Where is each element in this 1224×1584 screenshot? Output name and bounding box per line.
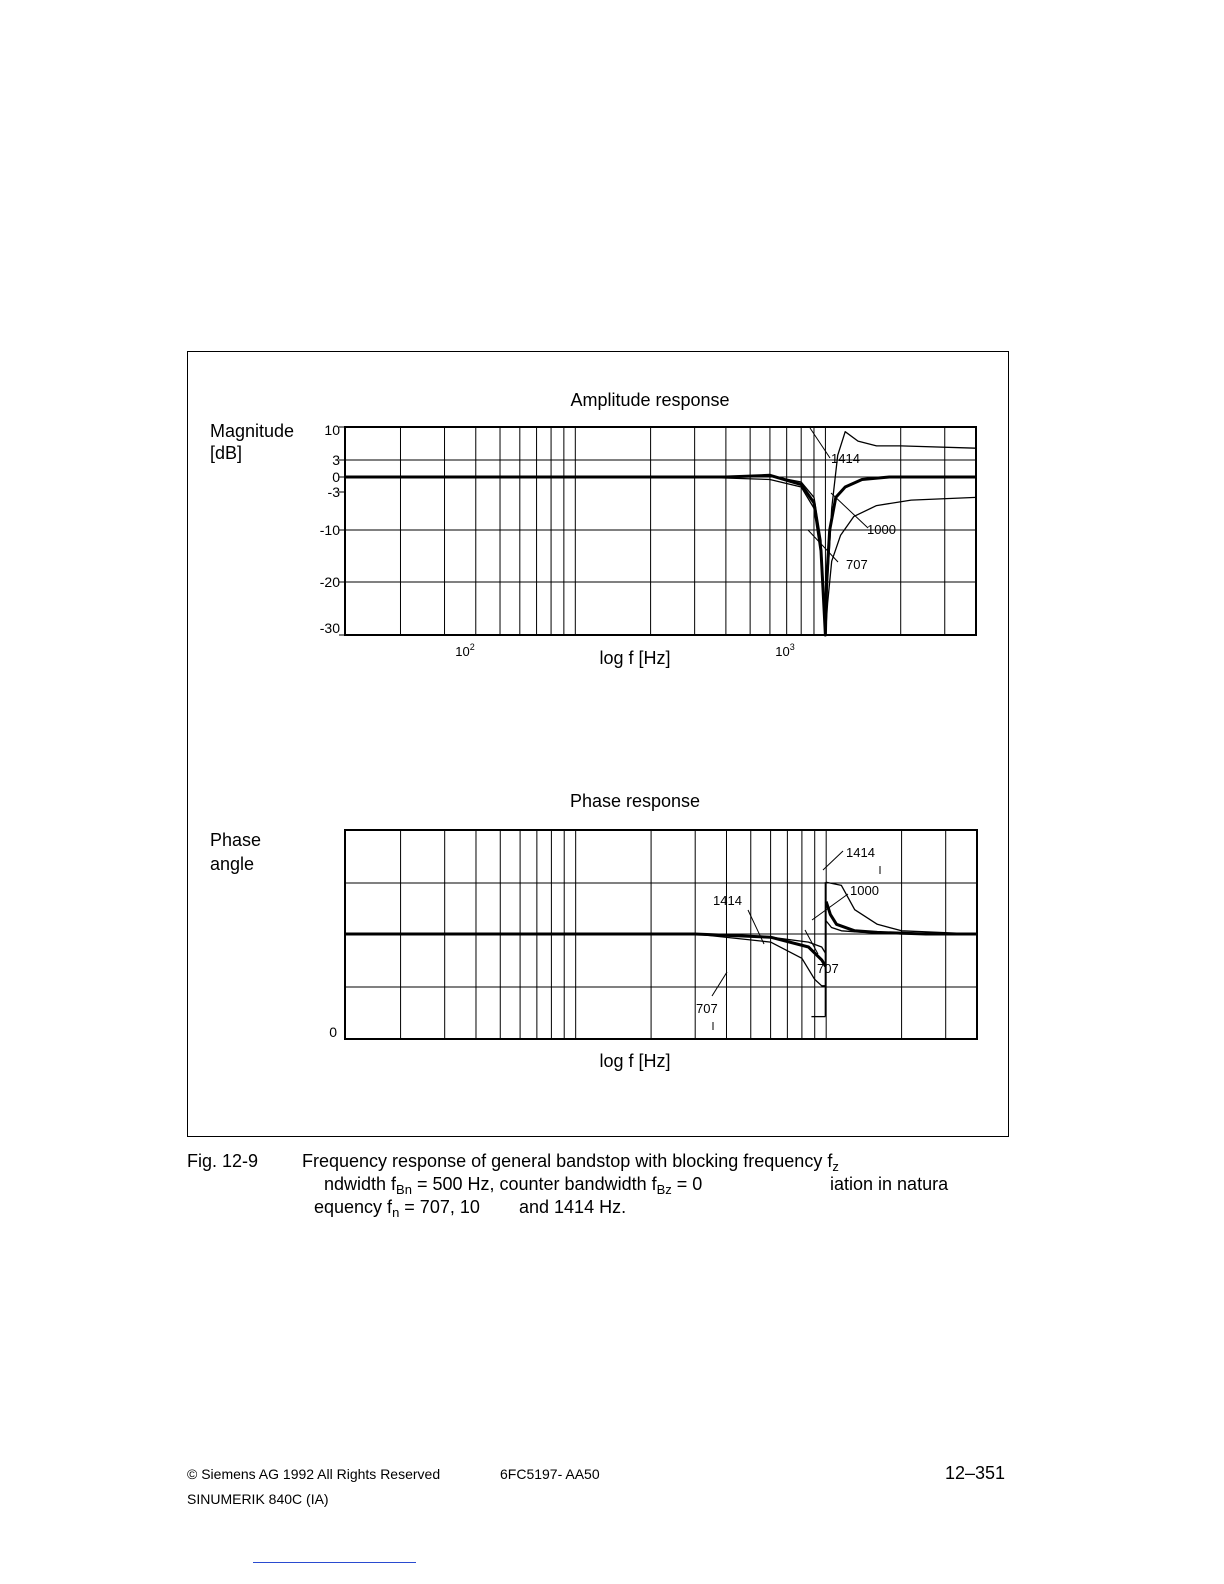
caption-label: Fig. 12-9 (187, 1151, 259, 1171)
amp-ytick-label-2: 0 (332, 469, 340, 485)
amplitude-title: Amplitude response (570, 390, 730, 410)
ph-annot-leader-707-lower (712, 972, 727, 996)
caption-line1: Frequency response of general bandstop with blocking frequency $f_z$ (302, 1151, 839, 1174)
ph-series-707-lower- (345, 934, 826, 986)
caption-line3: equency $f_n = 707$, 10 (314, 1197, 480, 1220)
caption-line3-end: and 1414 Hz. (519, 1197, 627, 1217)
amp-ytick-label-4: -10 (319, 522, 340, 538)
phase-title: Phase response (569, 791, 701, 811)
amp-series-1000 (345, 475, 976, 635)
annot-leader-707 (808, 530, 838, 562)
annot-label-707: 707 (846, 557, 868, 572)
amp-ytick-label-0: 10 (324, 422, 340, 438)
footer-order-number: 6FC5197- AA50 (500, 1466, 600, 1482)
annot-label-1000: 1000 (867, 522, 896, 537)
amp-ytick-label-1: 3 (332, 452, 340, 468)
ph-annot-label-1000-upper: 1000 (850, 883, 879, 898)
footer-product: SINUMERIK 840C (IA) (187, 1491, 329, 1507)
hyperlink-underline[interactable] (253, 1562, 416, 1563)
ph-annot-label-1414-lower: 1414 (713, 893, 742, 908)
ph-annot-label-707-lower: 707 (696, 1001, 718, 1016)
phase-xlabel: log f [Hz] (599, 1051, 671, 1071)
amplitude-ylabel-line2: [dB] (210, 443, 243, 463)
annot-leader-1414 (810, 428, 830, 458)
amplitude-ylabel-line1: Magnitude (210, 421, 295, 441)
amp-ytick-label-3: -3 (327, 484, 340, 500)
amp-series-707 (345, 476, 976, 635)
phase-ytick-0: 0 (329, 1024, 337, 1040)
amplitude-xlabel: log f [Hz] (599, 648, 671, 668)
phase-chart (210, 791, 977, 1071)
amp-ytick-label-5: -20 (319, 574, 340, 590)
amplitude-y-tick-labels (320, 422, 345, 636)
phase-ylabel-line2: angle (210, 854, 255, 874)
page-number: 12–351 (945, 1463, 1006, 1483)
caption-line2: ndwidth $f_{Bn} = 500$ Hz, counter bandwidth $f_{Bz} = 0$ (324, 1174, 703, 1197)
ph-series-1000-lower- (345, 934, 826, 966)
phase-ylabel-line1: Phase (210, 830, 262, 850)
amp-ytick-label-6: -30 (319, 620, 340, 636)
amplitude-xtick-1000: $10^3$ (775, 642, 795, 659)
phase-series (345, 882, 977, 1016)
ph-annot-label-707-upper: 707 (817, 961, 839, 976)
footer-copyright: © Siemens AG 1992 All Rights Reserved (187, 1466, 441, 1482)
caption-line2-right: iation in natura (830, 1174, 949, 1194)
amplitude-chart (210, 390, 976, 668)
ph-annot-label-1414-upper: 1414 (846, 845, 875, 860)
annot-label-1414: 1414 (831, 451, 860, 466)
amplitude-xtick-100: $10^2$ (455, 642, 475, 659)
